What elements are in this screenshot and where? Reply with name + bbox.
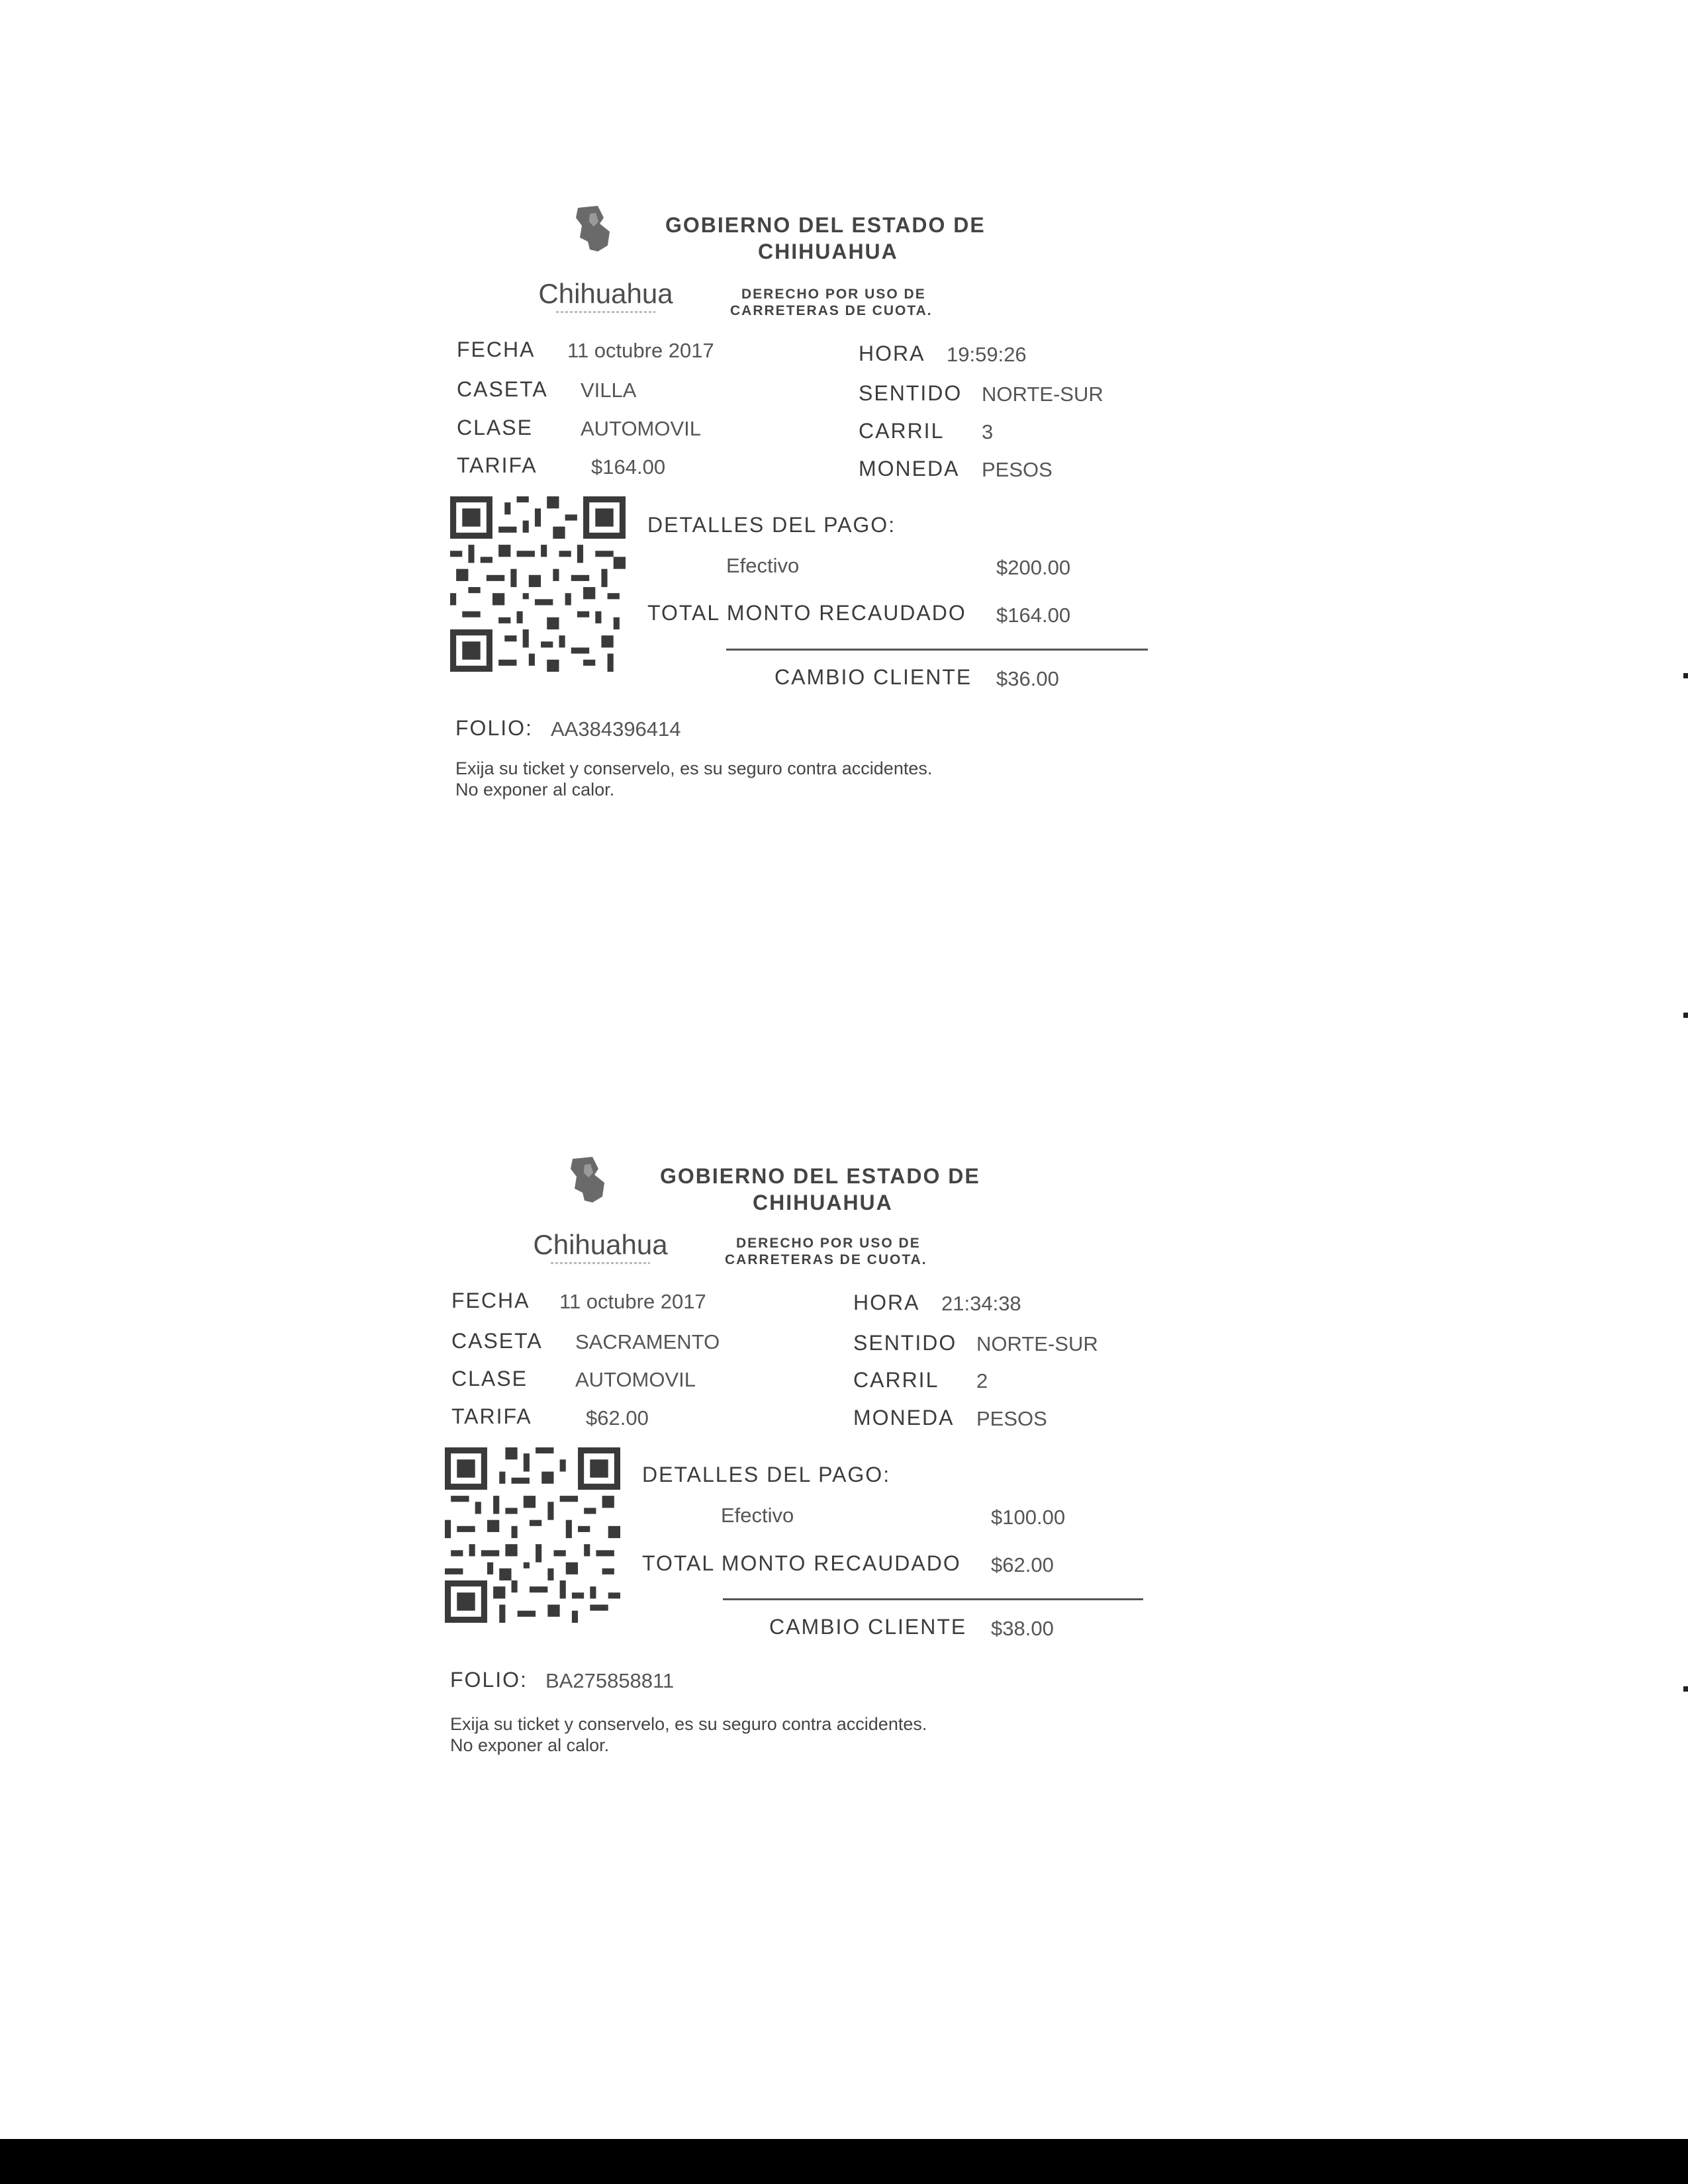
detalles-pago-label: DETALLES DEL PAGO:: [647, 513, 896, 537]
fecha-value: 11 octubre 2017: [567, 339, 714, 362]
notice-line1: Exija su ticket y conservelo, es su seguro contra accidentes.: [455, 758, 933, 778]
toll-ticket-1: [450, 199, 1178, 821]
notice-line2: No exponer al calor.: [455, 780, 615, 799]
moneda-label: MONEDA: [853, 1406, 955, 1430]
clase-label: CLASE: [451, 1367, 528, 1390]
fecha-label: FECHA: [457, 338, 536, 361]
hora-label: HORA: [853, 1291, 920, 1314]
toll-ticket-2: [445, 1150, 1173, 1772]
tarifa-value: $164.00: [591, 455, 666, 478]
caseta-label: CASETA: [451, 1329, 543, 1353]
fecha-label: FECHA: [451, 1289, 530, 1312]
clase-value: AUTOMOVIL: [581, 417, 702, 440]
moneda-value: PESOS: [976, 1407, 1047, 1430]
fecha-value: 11 octubre 2017: [559, 1290, 706, 1313]
ticket-subtitle-line2: CARRETERAS DE CUOTA.: [725, 1252, 927, 1267]
ticket-subtitle-line1: DERECHO POR USO DE: [736, 1236, 921, 1251]
detalles-pago-label: DETALLES DEL PAGO:: [642, 1463, 891, 1486]
tarifa-label: TARIFA: [451, 1404, 532, 1428]
logo-tagline: [551, 1262, 650, 1264]
logo-wordmark: Chihuahua: [538, 278, 673, 309]
logo-wordmark: Chihuahua: [533, 1229, 668, 1260]
total-recaudado-value: $164.00: [996, 604, 1071, 627]
tarifa-value: $62.00: [586, 1406, 649, 1430]
caseta-value: VILLA: [581, 379, 637, 402]
scan-edge-mark: [1683, 1686, 1688, 1692]
efectivo-value: $200.00: [996, 556, 1071, 579]
hora-label: HORA: [859, 341, 925, 365]
caseta-label: CASETA: [457, 377, 548, 401]
hora-value: 21:34:38: [941, 1292, 1021, 1315]
tarifa-label: TARIFA: [457, 453, 538, 477]
carril-label: CARRIL: [859, 419, 945, 443]
cambio-cliente-label: CAMBIO CLIENTE: [769, 1615, 967, 1639]
moneda-label: MONEDA: [859, 457, 960, 480]
scan-edge-mark: [1683, 1013, 1688, 1018]
ticket-subtitle-line1: DERECHO POR USO DE: [741, 287, 926, 302]
ticket-title-line1: GOBIERNO DEL ESTADO DE: [660, 1164, 980, 1188]
state-map-logo-icon: [566, 199, 645, 285]
total-recaudado-label: TOTAL MONTO RECAUDADO: [642, 1551, 961, 1575]
total-divider: [726, 649, 1148, 651]
sentido-label: SENTIDO: [853, 1331, 957, 1355]
folio-label: FOLIO:: [450, 1668, 528, 1692]
state-map-logo-icon: [561, 1150, 640, 1236]
notice-line1: Exija su ticket y conservelo, es su seguro contra accidentes.: [450, 1714, 927, 1734]
hora-value: 19:59:26: [947, 343, 1027, 366]
carril-value: 3: [982, 420, 994, 443]
total-divider: [723, 1598, 1143, 1600]
carril-label: CARRIL: [853, 1368, 939, 1392]
carril-value: 2: [976, 1369, 988, 1392]
cambio-cliente-value: $36.00: [996, 667, 1059, 690]
folio-value: AA384396414: [551, 717, 681, 741]
scan-edge-mark: [1683, 673, 1688, 678]
efectivo-label: Efectivo: [726, 554, 800, 577]
sentido-value: NORTE-SUR: [976, 1332, 1098, 1355]
sentido-label: SENTIDO: [859, 381, 962, 405]
total-recaudado-label: TOTAL MONTO RECAUDADO: [647, 601, 966, 625]
moneda-value: PESOS: [982, 458, 1053, 481]
logo-tagline: [556, 311, 655, 313]
cambio-cliente-label: CAMBIO CLIENTE: [774, 665, 972, 689]
scan-bottom-border: [0, 2139, 1688, 2184]
sentido-value: NORTE-SUR: [982, 383, 1103, 406]
ticket-subtitle-line2: CARRETERAS DE CUOTA.: [730, 303, 933, 318]
qr-code-icon: [450, 496, 626, 672]
cambio-cliente-value: $38.00: [991, 1617, 1054, 1640]
ticket-title-line1: GOBIERNO DEL ESTADO DE: [665, 213, 986, 237]
folio-label: FOLIO:: [455, 716, 533, 740]
notice-line2: No exponer al calor.: [450, 1735, 610, 1755]
total-recaudado-value: $62.00: [991, 1553, 1054, 1576]
efectivo-value: $100.00: [991, 1506, 1066, 1529]
folio-value: BA275858811: [545, 1669, 675, 1692]
qr-code-icon: [445, 1447, 620, 1623]
caseta-value: SACRAMENTO: [575, 1330, 720, 1353]
ticket-title-line2: CHIHUAHUA: [758, 240, 898, 263]
clase-value: AUTOMOVIL: [575, 1368, 696, 1391]
efectivo-label: Efectivo: [721, 1504, 794, 1527]
ticket-title-line2: CHIHUAHUA: [753, 1191, 893, 1214]
clase-label: CLASE: [457, 416, 533, 439]
